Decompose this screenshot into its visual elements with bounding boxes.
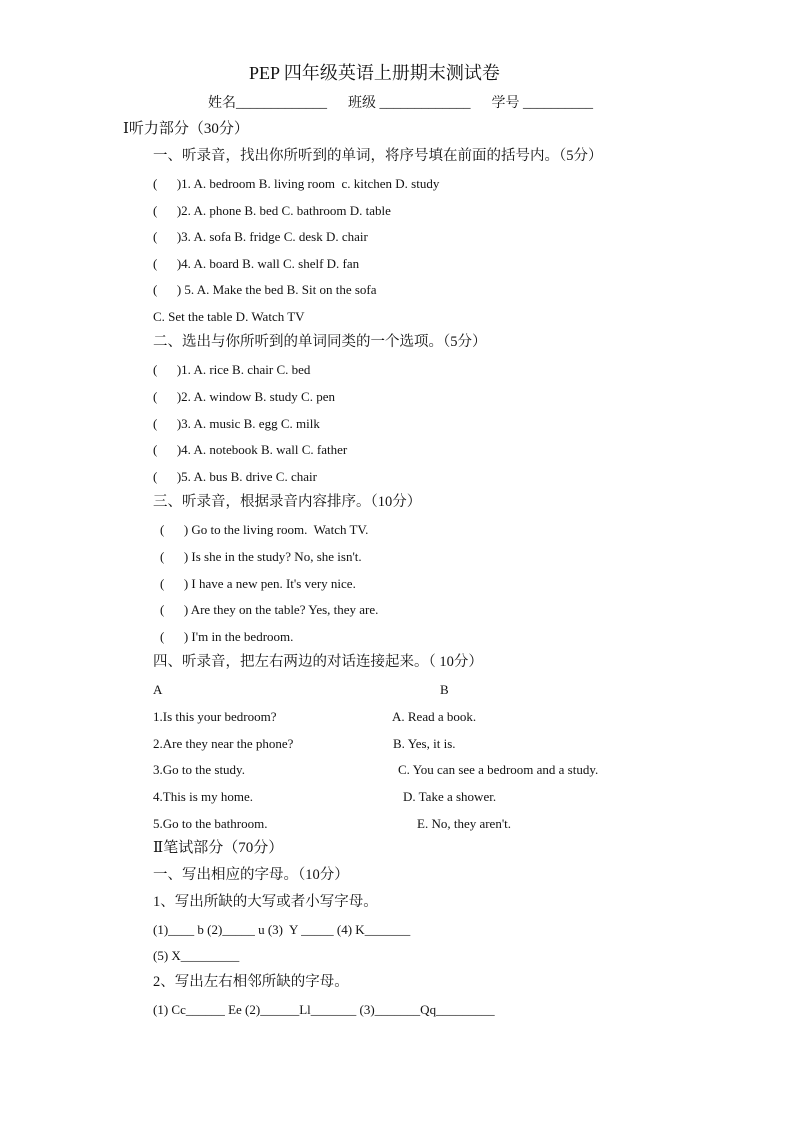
list-item: ( ) Is she in the study? No, she isn't. <box>160 549 362 564</box>
question-1-prompt: 1、写出所缺的大写或者小写字母。 <box>153 894 378 910</box>
part1-heading: Ⅰ听力部分（30分） <box>123 121 249 137</box>
match-left-item: 3.Go to the study. <box>153 762 245 777</box>
student-info-line: 姓名_____________ 班级 _____________ 学号 __________ <box>208 96 593 111</box>
match-right-item: D. Take a shower. <box>403 789 497 804</box>
column-a-label: A <box>153 682 163 697</box>
list-item: ( )4. A. board B. wall C. shelf D. fan <box>153 256 360 271</box>
list-item: C. Set the table D. Watch TV <box>153 309 305 324</box>
section1-heading: 一、听录音，找出你所听到的单词，将序号填在前面的括号内。（5分） <box>153 148 603 164</box>
list-item: ( )1. A. rice B. chair C. bed <box>153 362 311 377</box>
match-right-item: A. Read a book. <box>392 709 477 724</box>
question-1-line-1: (1)____ b (2)_____ u (3) Y _____ (4) K_______ <box>153 922 411 937</box>
match-left-item: 5.Go to the bathroom. <box>153 816 268 831</box>
section3-heading: 三、听录音，根据录音内容排序。（10分） <box>153 494 422 510</box>
list-item: ( )2. A. phone B. bed C. bathroom D. table <box>153 203 391 218</box>
match-left-item: 4.This is my home. <box>153 789 254 804</box>
list-item: ( )3. A. sofa B. fridge C. desk D. chair <box>153 229 368 244</box>
list-item: ( )5. A. bus B. drive C. chair <box>153 469 317 484</box>
list-item: ( )2. A. window B. study C. pen <box>153 389 335 404</box>
section2-heading: 二、选出与你所听到的单词同类的一个选项。（5分） <box>153 334 487 350</box>
match-right-item: B. Yes, it is. <box>393 736 456 751</box>
question-1-line-2: (5) X_________ <box>153 948 240 963</box>
list-item: ( )3. A. music B. egg C. milk <box>153 416 320 431</box>
list-item: ( ) Go to the living room. Watch TV. <box>160 522 369 537</box>
list-item: ( ) Are they on the table? Yes, they are. <box>160 602 379 617</box>
list-item: ( )4. A. notebook B. wall C. father <box>153 442 348 457</box>
column-b-label: B <box>440 682 449 697</box>
part2-section1-heading: 一、写出相应的字母。（10分） <box>153 867 349 883</box>
question-2-prompt: 2、写出左右相邻所缺的字母。 <box>153 974 349 990</box>
section4-heading: 四、听录音，把左右两边的对话连接起来。（ 10分） <box>153 654 483 670</box>
list-item: ( ) 5. A. Make the bed B. Sit on the sofa <box>153 282 377 297</box>
list-item: ( )1. A. bedroom B. living room c. kitchen D. study <box>153 176 440 191</box>
part2-heading: Ⅱ笔试部分（70分） <box>153 840 284 856</box>
match-right-item: E. No, they aren't. <box>417 816 512 831</box>
match-left-item: 1.Is this your bedroom? <box>153 709 277 724</box>
page-title: PEP 四年级英语上册期末测试卷 <box>249 63 500 83</box>
match-right-item: C. You can see a bedroom and a study. <box>398 762 599 777</box>
list-item: ( ) I have a new pen. It's very nice. <box>160 576 356 591</box>
match-left-item: 2.Are they near the phone? <box>153 736 294 751</box>
list-item: ( ) I'm in the bedroom. <box>160 629 294 644</box>
question-2-line: (1) Cc______ Ee (2)______Ll_______ (3)_______Qq_________ <box>153 1002 495 1017</box>
